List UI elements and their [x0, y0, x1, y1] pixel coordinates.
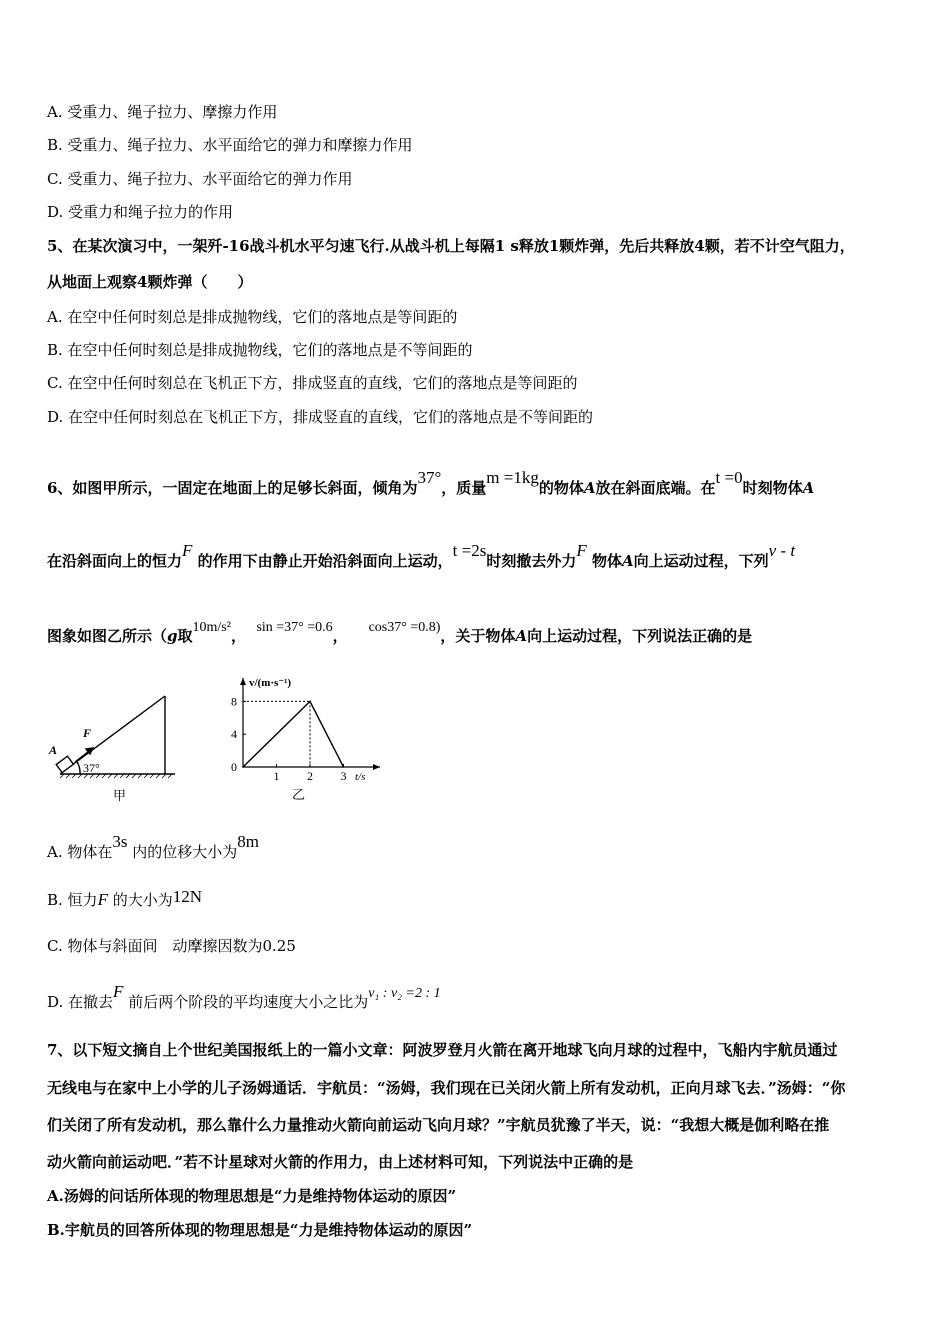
- math-g-value: 10m/s²: [192, 620, 231, 635]
- q7-option-a: A.汤姆的问话所体现的物理思想是“力是维持物体运动的原因”: [47, 1187, 457, 1205]
- text: 在沿斜面向上的恒力: [47, 552, 183, 570]
- q4-option-d: D. 受重力和绳子拉力的作用: [47, 203, 234, 221]
- x-tick-label: 1: [273, 769, 280, 783]
- var-f: F: [182, 541, 193, 560]
- math-cos: cos37° =0.8): [368, 620, 441, 635]
- x-axis-arrow: [373, 764, 380, 770]
- math-12n: 12N: [172, 887, 203, 906]
- q5-option-c: C. 在空中任何时刻总在飞机正下方，排成竖直的直线，它们的落地点是等间距的: [47, 374, 578, 392]
- vt-data-point: [309, 701, 311, 703]
- q6-option-d: [47, 982, 441, 1014]
- x-axis-label: t/s: [355, 771, 366, 783]
- text: 物体: [591, 552, 622, 570]
- text: 时刻物体: [742, 479, 803, 497]
- text: ，: [230, 627, 246, 645]
- q4-option-c: C. 受重力、绳子拉力、水平面给它的弹力作用: [47, 170, 353, 188]
- var-a: A: [515, 627, 528, 645]
- q7-stem-line-4: 动火箭向前运动吧．”若不计星球对火箭的作用力，由上述材料可知，下列说法中正确的是: [47, 1153, 634, 1171]
- math-velocity-ratio: v₁ : v₂ =2 : 1: [368, 986, 441, 1001]
- math-angle: 37°: [417, 468, 442, 487]
- text: B. 恒力: [47, 891, 98, 909]
- text: ，: [332, 627, 348, 645]
- label-f: F: [83, 726, 92, 740]
- text: 向上运动过程，下列: [633, 552, 769, 570]
- q5-stem-line-2: 从地面上观察4颗炸弹（ ）: [47, 273, 253, 291]
- q4-option-a: A. 受重力、绳子拉力、摩擦力作用: [47, 103, 278, 121]
- text: 的大小为: [112, 891, 173, 909]
- math-t2: t =2s: [452, 541, 487, 560]
- math-vt: v - t: [768, 541, 796, 560]
- q6-option-c: C. 物体与斜面间 动摩擦因数为0.25: [47, 937, 296, 955]
- math-mass: m =1kg: [486, 468, 539, 487]
- text: A. 物体在: [47, 843, 113, 861]
- q5-option-d: D. 在空中任何时刻总在飞机正下方，排成竖直的直线，它们的落地点是不等间距的: [47, 408, 594, 426]
- x-tick-label: 3: [340, 769, 347, 783]
- q5-option-b: B. 在空中任何时刻总是排成抛物线，它们的落地点是不等间距的: [47, 341, 473, 359]
- y-tick-label: 8: [231, 694, 237, 709]
- var-a: A: [583, 479, 596, 497]
- text: 的作用下由静止开始沿斜面向上运动，: [197, 552, 453, 570]
- var-a: A: [802, 479, 815, 497]
- text: 6、如图甲所示，一固定在地面上的足够长斜面，倾角为: [47, 479, 418, 497]
- text: D. 在撤去: [47, 993, 114, 1011]
- q7-stem-line-3: 们关闭了所有发动机，那么靠什么力量推动火箭向前运动飞向月球？”宇航员犹豫了半天，说：“我想大概是伽利略在推: [47, 1116, 830, 1134]
- vt-data-point: [343, 766, 345, 768]
- y-axis-arrow: [240, 678, 246, 685]
- caption-yi: 乙: [292, 787, 306, 802]
- text: 放在斜面底端。在: [595, 479, 716, 497]
- figure-jia-incline: [45, 690, 185, 810]
- text: 前后两个阶段的平均速度大小之比为: [128, 993, 369, 1011]
- math-t0: t =0: [715, 468, 743, 487]
- y-tick-label: 4: [231, 727, 237, 742]
- angle-arc: [77, 762, 80, 774]
- math-sin: sin =37° =0.6: [256, 620, 333, 635]
- q7-option-b: B.宇航员的回答所体现的物理思想是“力是维持物体运动的原因”: [47, 1221, 473, 1239]
- q6-stem-line-3: [47, 620, 753, 648]
- q4-option-b: B. 受重力、绳子拉力、水平面给它的弹力和摩擦力作用: [47, 136, 413, 154]
- q6-option-b: [47, 887, 203, 910]
- x-tick-label: 2: [307, 769, 313, 783]
- q7-stem-line-2: 无线电与在家中上小学的儿子汤姆通话．宇航员：“汤姆，我们现在已关闭火箭上所有发动机，正向月球飞去．”汤姆：“你: [47, 1079, 846, 1097]
- text: 时刻撤去外力: [486, 552, 577, 570]
- q5-stem-line-1: 5、在某次演习中，一架歼-16战斗机水平匀速飞行.从战斗机上每隔1 s释放1颗炸弹，先后共释放4颗，若不计空气阻力，: [47, 237, 855, 255]
- var-f: F: [576, 541, 587, 560]
- q6-option-a: [47, 832, 260, 862]
- y-axis-label: v/(m·s⁻¹): [249, 677, 292, 689]
- text: ，质量: [441, 479, 487, 497]
- text: ，关于物体: [440, 627, 516, 645]
- var-f: F: [97, 890, 108, 909]
- q6-stem-line-2: [47, 541, 796, 571]
- label-a: A: [49, 743, 58, 757]
- text: 取: [177, 627, 193, 645]
- math-8m: 8m: [237, 832, 260, 851]
- text: 内的位移大小为: [132, 843, 238, 861]
- text: 向上运动过程，下列说法正确的是: [527, 627, 753, 645]
- var-f: F: [113, 982, 124, 1001]
- text: 图象如图乙所示（: [47, 627, 168, 645]
- figure-yi-vt-graph: [225, 672, 390, 807]
- text: 的物体: [538, 479, 584, 497]
- block-a: [56, 756, 73, 772]
- y-tick-label: 0: [231, 760, 237, 774]
- var-a: A: [622, 552, 634, 570]
- math-3s: 3s: [112, 832, 128, 851]
- var-g: g: [167, 627, 178, 645]
- vt-series-line: [243, 701, 344, 767]
- vt-data-point: [242, 766, 244, 768]
- caption-jia: 甲: [113, 788, 127, 803]
- q5-option-a: A. 在空中任何时刻总是排成抛物线，它们的落地点是等间距的: [47, 308, 458, 326]
- label-angle: 37°: [83, 761, 100, 775]
- q6-stem-line-1: [47, 468, 815, 498]
- q7-stem-line-1: 7、以下短文摘自上个世纪美国报纸上的一篇小文章：阿波罗登月火箭在离开地球飞向月球的过程中，飞船内宇航员通过: [47, 1041, 838, 1059]
